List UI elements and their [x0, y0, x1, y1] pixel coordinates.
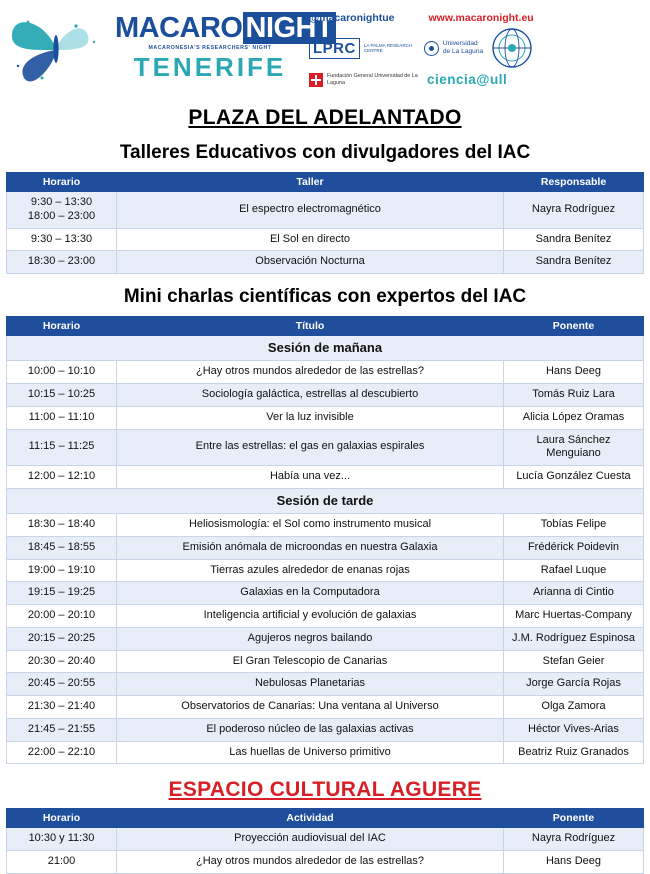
ull-name	[443, 40, 483, 56]
cell-title: Nebulosas Planetarias	[117, 673, 504, 696]
cell-title: ¿Hay otros mundos alrededor de las estrellas?	[117, 851, 504, 874]
cell-time: 9:30 – 13:30	[7, 228, 117, 251]
cell-person: Frédérick Poidevin	[504, 536, 644, 559]
table-row	[7, 536, 644, 559]
subsection-label: Sesión de mañana	[7, 336, 644, 361]
table-row	[7, 650, 644, 673]
table-header-row	[7, 317, 644, 336]
website-url: www.macaronight.eu	[428, 12, 534, 24]
table-row	[7, 627, 644, 650]
lprc-logo	[309, 38, 416, 59]
col-header-titulo: Título	[117, 317, 504, 336]
cienciaull-logo	[427, 72, 507, 87]
section-talleres-heading: Talleres Educativos con divulgadores del IAC	[119, 142, 531, 163]
cell-title: Ver la luz invisible	[117, 406, 504, 429]
ull-line-1: Universidad	[442, 39, 478, 47]
cell-time: 20:15 – 20:25	[7, 627, 117, 650]
cell-person: Hans Deeg	[504, 851, 644, 874]
cell-time: 21:30 – 21:40	[7, 696, 117, 719]
cell-person: Sandra Benítez	[504, 228, 644, 251]
logos-row-top	[309, 12, 644, 24]
globe-icon	[491, 27, 533, 69]
lprc-acronym: LPRC	[313, 39, 356, 57]
table-header-row	[7, 173, 644, 192]
sponsor-logos	[309, 8, 644, 87]
cell-time: 11:00 – 11:10	[7, 406, 117, 429]
cell-title: Galaxias en la Computadora	[117, 582, 504, 605]
col-header-horario: Horario	[7, 173, 117, 192]
cell-person: Alicia López Oramas	[504, 406, 644, 429]
col-header-horario: Horario	[7, 317, 117, 336]
cell-title: Heliosismología: el Sol como instrumento musical	[117, 514, 504, 537]
section-charlas-heading: Mini charlas científicas con expertos del IAC	[123, 286, 527, 307]
cell-time: 19:15 – 19:25	[7, 582, 117, 605]
subsection-label: Sesión de tarde	[7, 488, 644, 513]
table-row	[7, 673, 644, 696]
cell-time: 18:30 – 18:40	[7, 514, 117, 537]
table-row	[7, 851, 644, 874]
table-row	[7, 251, 644, 274]
cell-time: 10:15 – 10:25	[7, 384, 117, 407]
brand-macaro-text: MACARO	[115, 12, 243, 44]
charlas-table	[6, 316, 644, 764]
cell-person: Tobías Felipe	[504, 514, 644, 537]
venue-2-title: ESPACIO CULTURAL AGUERE	[168, 778, 482, 802]
cell-person: J.M. Rodríguez Espinosa	[504, 627, 644, 650]
cell-title: Agujeros negros bailando	[117, 627, 504, 650]
col-header-taller: Taller	[117, 173, 504, 192]
cell-title: Las huellas de Universo primitivo	[117, 741, 504, 764]
cell-person: Héctor Vives-Arias	[504, 718, 644, 741]
poster-header	[0, 0, 650, 92]
lprc-name: LA PALMA RESEARCH CENTRE	[363, 42, 413, 53]
cell-time: 22:00 – 22:10	[7, 741, 117, 764]
cell-time: 10:00 – 10:10	[7, 361, 117, 384]
cell-title: El Sol en directo	[117, 228, 504, 251]
fundacion-cross-icon	[309, 73, 323, 87]
table-row	[7, 605, 644, 628]
cell-person: Jorge García Rojas	[504, 673, 644, 696]
logos-row-middle	[309, 27, 644, 69]
cell-time: 20:00 – 20:10	[7, 605, 117, 628]
col-header-horario: Horario	[7, 809, 117, 828]
cell-time: 21:00	[7, 851, 117, 874]
table-row	[7, 384, 644, 407]
table-row	[7, 828, 644, 851]
cell-time: 20:45 – 20:55	[7, 673, 117, 696]
col-header-responsable: Responsable	[504, 173, 644, 192]
fundacion-logo	[309, 73, 419, 87]
cell-person: Nayra Rodríguez	[504, 828, 644, 851]
table-row	[7, 559, 644, 582]
cell-title: Observación Nocturna	[117, 251, 504, 274]
cell-person: Laura Sánchez Menguiano	[504, 429, 644, 466]
cell-time: 19:00 – 19:10	[7, 559, 117, 582]
cell-person: Nayra Rodríguez	[504, 192, 644, 229]
cell-title: El Gran Telescopio de Canarias	[117, 650, 504, 673]
butterfly-logo-icon	[6, 8, 111, 88]
cell-person: Sandra Benítez	[504, 251, 644, 274]
cell-title: Sociología galáctica, estrellas al descubierto	[117, 384, 504, 407]
cell-person: Marc Huertas-Company	[504, 605, 644, 628]
table-row	[7, 514, 644, 537]
col-header-ponente: Ponente	[504, 809, 644, 828]
table-row	[7, 718, 644, 741]
brand-night-text: NIGHT	[243, 12, 337, 44]
cell-time: 20:30 – 20:40	[7, 650, 117, 673]
cell-time: 9:30 – 13:30 18:00 – 23:00	[7, 192, 117, 229]
cell-person: Arianna di Cintio	[504, 582, 644, 605]
cell-person: Hans Deeg	[504, 361, 644, 384]
table-row	[7, 582, 644, 605]
cell-title: ¿Hay otros mundos alrededor de las estrellas?	[117, 361, 504, 384]
cell-title: Proyección audiovisual del IAC	[117, 828, 504, 851]
social-handle: @macaronightue	[309, 12, 395, 24]
table-row	[7, 192, 644, 229]
cell-person: Beatriz Ruiz Granados	[504, 741, 644, 764]
cell-time: 11:15 – 11:25	[7, 429, 117, 466]
table-header-row	[7, 809, 644, 828]
table-row	[7, 406, 644, 429]
cell-time: 12:00 – 12:10	[7, 466, 117, 489]
brand-wordmark	[115, 8, 334, 82]
lprc-mark-icon	[309, 38, 360, 59]
table-row	[7, 466, 644, 489]
cell-title: El espectro electromagnético	[117, 192, 504, 229]
col-header-actividad: Actividad	[117, 809, 504, 828]
cell-title: Emisión anómala de microondas en nuestra Galaxia	[117, 536, 504, 559]
subsection-row-morning	[7, 336, 644, 361]
table-row	[7, 429, 644, 466]
ull-line-2: de La Laguna	[442, 48, 484, 55]
cell-title: Tierras azules alrededor de enanas rojas	[117, 559, 504, 582]
cell-time: 18:45 – 18:55	[7, 536, 117, 559]
cell-title: El poderoso núcleo de las galaxias activas	[117, 718, 504, 741]
venue-1-title: PLAZA DEL ADELANTADO	[188, 106, 462, 129]
cell-person: Stefan Geier	[504, 650, 644, 673]
brand-tenerife: TENERIFE	[133, 52, 287, 82]
cell-title: Había una vez...	[117, 466, 504, 489]
brand-macaronight	[115, 12, 334, 44]
table-row	[7, 696, 644, 719]
cell-time: 21:45 – 21:55	[7, 718, 117, 741]
table-row	[7, 741, 644, 764]
table-row	[7, 361, 644, 384]
brand-tagline: MACARONESIA'S RESEARCHERS' NIGHT	[148, 45, 272, 51]
fundacion-name: Fundación General Universidad de La Laguna	[327, 73, 418, 86]
subsection-row-afternoon	[7, 488, 644, 513]
table-row	[7, 228, 644, 251]
ull-mark-icon	[424, 41, 439, 56]
cell-person: Olga Zamora	[504, 696, 644, 719]
cell-person: Lucía González Cuesta	[504, 466, 644, 489]
cell-person: Rafael Luque	[504, 559, 644, 582]
cienciaull-name: ciencia@ull	[427, 72, 508, 87]
col-header-ponente: Ponente	[504, 317, 644, 336]
talleres-table	[6, 172, 644, 274]
cell-person: Tomás Ruiz Lara	[504, 384, 644, 407]
cell-title: Inteligencia artificial y evolución de galaxias	[117, 605, 504, 628]
cell-title: Entre las estrellas: el gas en galaxias espirales	[117, 429, 504, 466]
cell-time: 10:30 y 11:30	[7, 828, 117, 851]
ull-logo	[424, 40, 483, 56]
logos-row-bottom	[309, 72, 644, 87]
cell-title: Observatorios de Canarias: Una ventana al Universo	[117, 696, 504, 719]
cell-time: 18:30 – 23:00	[7, 251, 117, 274]
